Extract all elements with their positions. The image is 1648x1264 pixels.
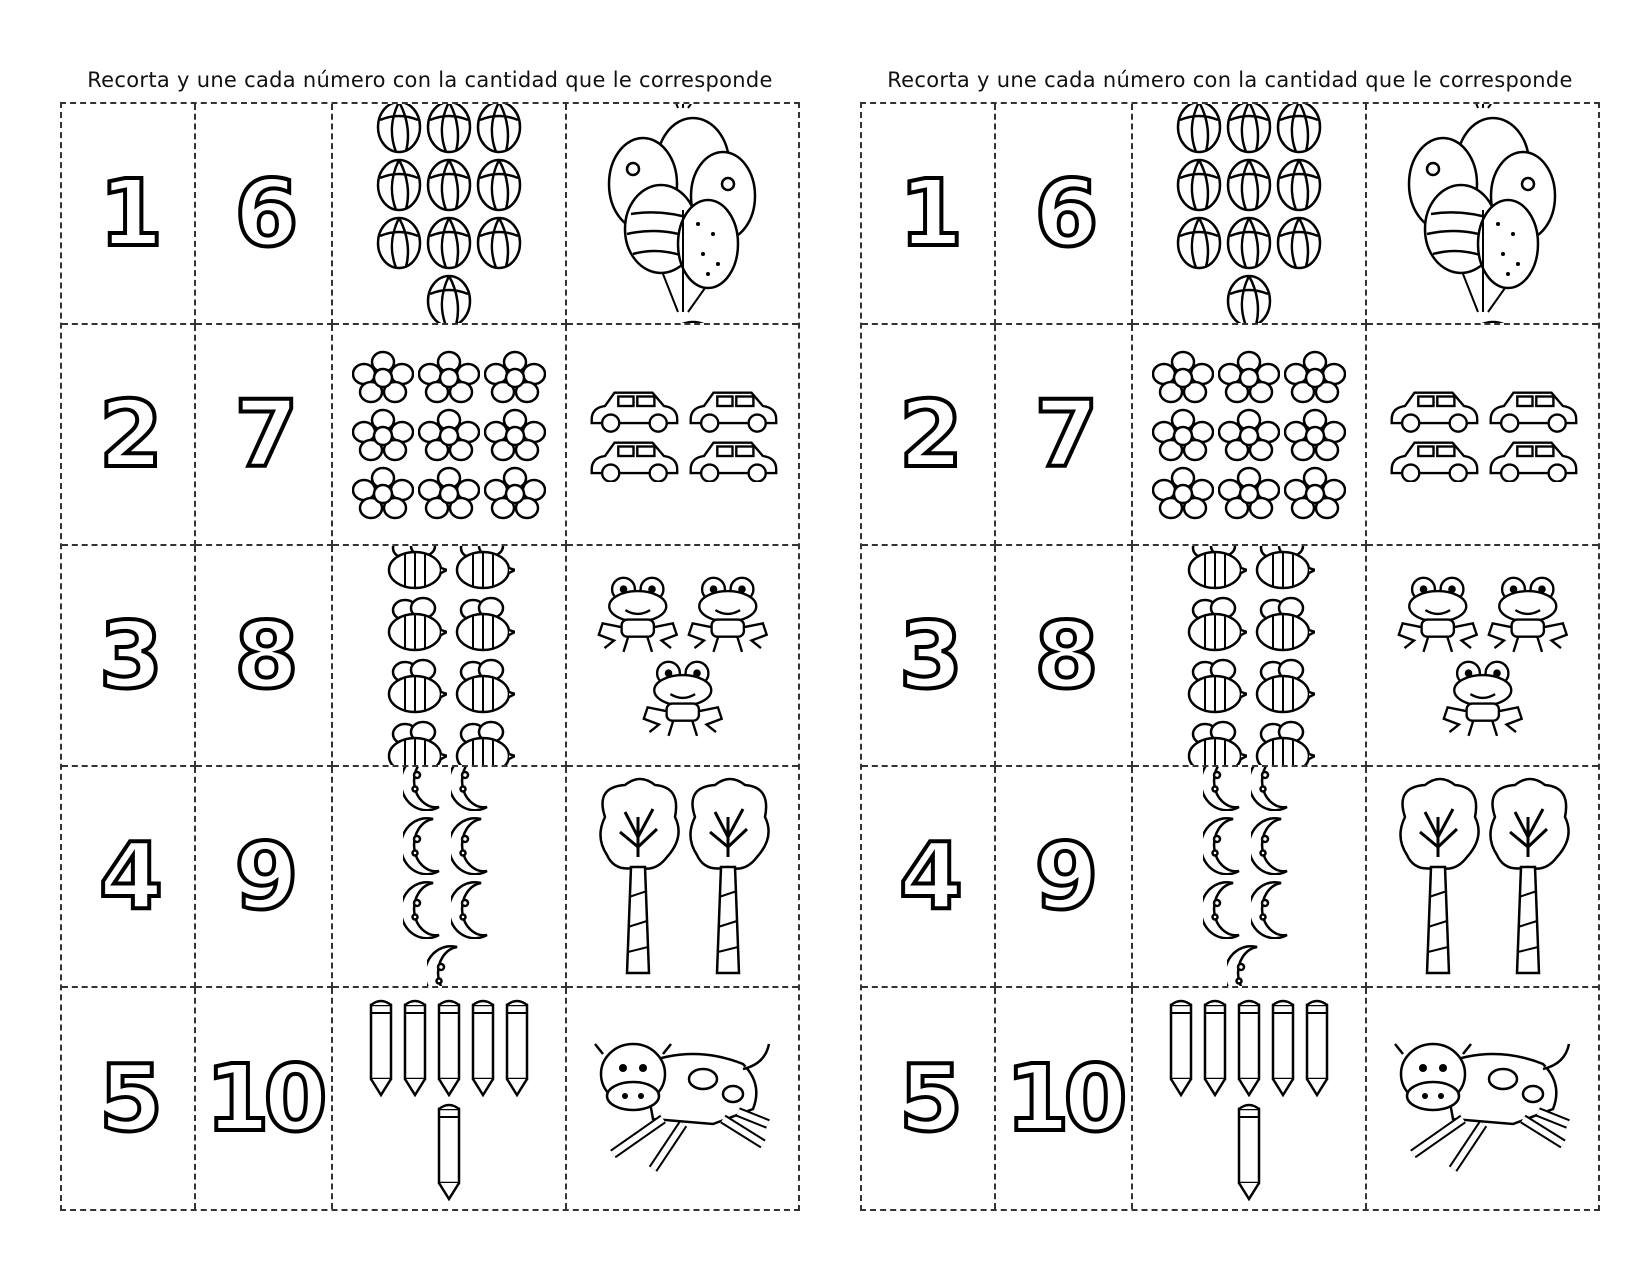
beach-ball-icon [1276, 104, 1322, 154]
moon-icon [1251, 879, 1295, 939]
number-card[interactable] [862, 988, 996, 1209]
car-icon [685, 437, 780, 483]
pencil-icon [1268, 997, 1298, 1097]
frog-icon [640, 658, 726, 738]
picture-card[interactable] [333, 104, 567, 325]
balloon-icon [593, 114, 773, 314]
flower-icon [1218, 408, 1280, 462]
picture-card[interactable] [567, 767, 798, 988]
balloon-icon [1393, 104, 1573, 110]
number-card[interactable] [996, 104, 1133, 325]
number-card[interactable] [62, 546, 196, 767]
picture-group [1154, 988, 1344, 1209]
number-label: 3 [898, 602, 957, 709]
pencil-icon [400, 997, 430, 1097]
flower-icon [1284, 466, 1346, 520]
number-card[interactable] [196, 767, 333, 988]
beach-ball-icon [426, 104, 472, 154]
bee-icon [451, 720, 515, 768]
beach-ball-icon [426, 216, 472, 270]
picture-group [567, 767, 798, 986]
pencil-icon [366, 997, 396, 1097]
number-label: 10 [1005, 1045, 1122, 1152]
moon-icon [403, 815, 447, 875]
flower-icon [484, 350, 546, 404]
number-card[interactable] [62, 988, 196, 1209]
flower-icon [352, 350, 414, 404]
flower-icon [1218, 466, 1280, 520]
picture-group [1155, 104, 1343, 323]
picture-card[interactable] [333, 767, 567, 988]
number-label: 6 [1034, 160, 1093, 267]
bee-icon [1251, 720, 1315, 768]
number-label: 2 [98, 381, 157, 488]
number-card[interactable] [862, 767, 996, 988]
worksheet-left [60, 0, 800, 1264]
picture-card[interactable] [1367, 988, 1598, 1209]
picture-card[interactable] [333, 988, 567, 1209]
bee-icon [1183, 720, 1247, 768]
bee-icon [1251, 546, 1315, 592]
number-label: 9 [234, 823, 293, 930]
picture-card[interactable] [567, 104, 798, 325]
number-card[interactable] [862, 104, 996, 325]
pencil-icon [1200, 997, 1230, 1097]
number-card[interactable] [62, 325, 196, 546]
number-label: 2 [898, 381, 957, 488]
flower-icon [418, 466, 480, 520]
number-label: 8 [1034, 602, 1093, 709]
number-card[interactable] [996, 988, 1133, 1209]
pencil-icon [468, 997, 498, 1097]
worksheet-title: Recorta y une cada número con la cantidad que le corresponde [87, 68, 773, 92]
moon-icon [403, 767, 447, 811]
picture-group [374, 767, 524, 986]
picture-group [1367, 988, 1598, 1209]
frog-icon [1395, 574, 1481, 654]
frog-icon [685, 574, 771, 654]
moon-icon [451, 767, 495, 811]
flower-icon [1284, 408, 1346, 462]
number-label: 1 [98, 160, 157, 267]
bee-icon [383, 658, 447, 716]
number-label: 8 [234, 602, 293, 709]
picture-group [1367, 325, 1598, 544]
moon-icon [427, 943, 471, 989]
picture-group [567, 104, 798, 323]
moon-icon [451, 879, 495, 939]
flower-icon [1152, 350, 1214, 404]
balloon-icon [593, 318, 773, 326]
number-card[interactable] [62, 104, 196, 325]
picture-card[interactable] [567, 325, 798, 546]
tree-icon [685, 777, 771, 977]
picture-group [344, 546, 554, 765]
picture-card[interactable] [1133, 546, 1367, 767]
number-card[interactable] [196, 988, 333, 1209]
moon-icon [451, 815, 495, 875]
number-card[interactable] [862, 325, 996, 546]
picture-card[interactable] [1367, 325, 1598, 546]
picture-card[interactable] [333, 325, 567, 546]
pencil-icon [1302, 997, 1332, 1097]
bee-icon [451, 658, 515, 716]
flower-icon [484, 466, 546, 520]
number-label: 5 [898, 1045, 957, 1152]
balloon-icon [1393, 114, 1573, 314]
beach-ball-icon [1276, 158, 1322, 212]
picture-card[interactable] [1367, 104, 1598, 325]
picture-card[interactable] [1367, 546, 1598, 767]
bee-icon [383, 720, 447, 768]
worksheet-right [860, 0, 1600, 1264]
frog-icon [595, 574, 681, 654]
moon-icon [1203, 815, 1247, 875]
car-icon [1485, 387, 1580, 433]
bee-icon [1183, 546, 1247, 592]
beach-ball-icon [376, 104, 422, 154]
beach-ball-icon [376, 216, 422, 270]
picture-card[interactable] [1367, 767, 1598, 988]
balloon-icon [593, 104, 773, 110]
number-label: 1 [898, 160, 957, 267]
picture-group [1367, 546, 1598, 765]
moon-icon [1251, 767, 1295, 811]
cut-out-grid [60, 102, 800, 1211]
picture-card[interactable] [333, 546, 567, 767]
number-card[interactable] [62, 767, 196, 988]
moon-icon [403, 879, 447, 939]
number-label: 6 [234, 160, 293, 267]
beach-ball-icon [1226, 274, 1272, 326]
bee-icon [1183, 596, 1247, 654]
car-icon [586, 437, 681, 483]
cow-icon [593, 1024, 773, 1174]
picture-card[interactable] [1133, 325, 1367, 546]
beach-ball-icon [1226, 158, 1272, 212]
number-label: 4 [98, 823, 157, 930]
beach-ball-icon [476, 158, 522, 212]
pencil-icon [1166, 997, 1196, 1097]
moon-icon [1203, 879, 1247, 939]
beach-ball-icon [426, 274, 472, 326]
beach-ball-icon [1226, 104, 1272, 154]
pencil-icon [434, 997, 464, 1097]
flower-icon [352, 408, 414, 462]
picture-card[interactable] [567, 988, 798, 1209]
number-card[interactable] [996, 546, 1133, 767]
beach-ball-icon [426, 158, 472, 212]
flower-icon [418, 350, 480, 404]
picture-group [1144, 546, 1354, 765]
bee-icon [451, 546, 515, 592]
flower-icon [1152, 466, 1214, 520]
bee-icon [383, 546, 447, 592]
picture-card[interactable] [1133, 104, 1367, 325]
pencil-icon [1234, 1101, 1264, 1201]
car-icon [1485, 437, 1580, 483]
cow-icon [1393, 1024, 1573, 1174]
picture-group [1367, 767, 1598, 986]
picture-group [355, 104, 543, 323]
moon-icon [1227, 943, 1271, 989]
picture-group [567, 988, 798, 1209]
bee-icon [1183, 658, 1247, 716]
bee-icon [1251, 596, 1315, 654]
bee-icon [1251, 658, 1315, 716]
number-label: 10 [205, 1045, 322, 1152]
number-label: 7 [234, 381, 293, 488]
number-label: 4 [898, 823, 957, 930]
picture-card[interactable] [1133, 988, 1367, 1209]
flower-icon [352, 466, 414, 520]
flower-icon [418, 408, 480, 462]
picture-group [567, 325, 798, 544]
number-card[interactable] [996, 325, 1133, 546]
flower-icon [1218, 350, 1280, 404]
picture-group [354, 988, 544, 1209]
picture-group [1144, 325, 1354, 544]
beach-ball-icon [1176, 104, 1222, 154]
flower-icon [484, 408, 546, 462]
moon-icon [1203, 767, 1247, 811]
moon-icon [1251, 815, 1295, 875]
tree-icon [1395, 777, 1481, 977]
beach-ball-icon [1176, 216, 1222, 270]
flower-icon [1152, 408, 1214, 462]
beach-ball-icon [476, 104, 522, 154]
frog-icon [1440, 658, 1526, 738]
pencil-icon [502, 997, 532, 1097]
car-icon [1386, 437, 1481, 483]
beach-ball-icon [1226, 216, 1272, 270]
cut-out-grid [860, 102, 1600, 1211]
number-card[interactable] [996, 767, 1133, 988]
beach-ball-icon [376, 158, 422, 212]
car-icon [586, 387, 681, 433]
number-label: 3 [98, 602, 157, 709]
frog-icon [1485, 574, 1571, 654]
pencil-icon [434, 1101, 464, 1201]
number-card[interactable] [862, 546, 996, 767]
beach-ball-icon [1176, 158, 1222, 212]
number-card[interactable] [196, 104, 333, 325]
tree-icon [595, 777, 681, 977]
number-card[interactable] [196, 546, 333, 767]
worksheet-title: Recorta y une cada número con la cantidad que le corresponde [887, 68, 1573, 92]
beach-ball-icon [476, 216, 522, 270]
bee-icon [383, 596, 447, 654]
picture-group [567, 546, 798, 765]
picture-card[interactable] [567, 546, 798, 767]
picture-group [1174, 767, 1324, 986]
picture-group [1367, 104, 1598, 323]
car-icon [1386, 387, 1481, 433]
number-label: 7 [1034, 381, 1093, 488]
picture-card[interactable] [1133, 767, 1367, 988]
picture-group [344, 325, 554, 544]
balloon-icon [1393, 318, 1573, 326]
number-card[interactable] [196, 325, 333, 546]
flower-icon [1284, 350, 1346, 404]
number-label: 5 [98, 1045, 157, 1152]
bee-icon [451, 596, 515, 654]
pencil-icon [1234, 997, 1264, 1097]
car-icon [685, 387, 780, 433]
number-label: 9 [1034, 823, 1093, 930]
tree-icon [1485, 777, 1571, 977]
beach-ball-icon [1276, 216, 1322, 270]
